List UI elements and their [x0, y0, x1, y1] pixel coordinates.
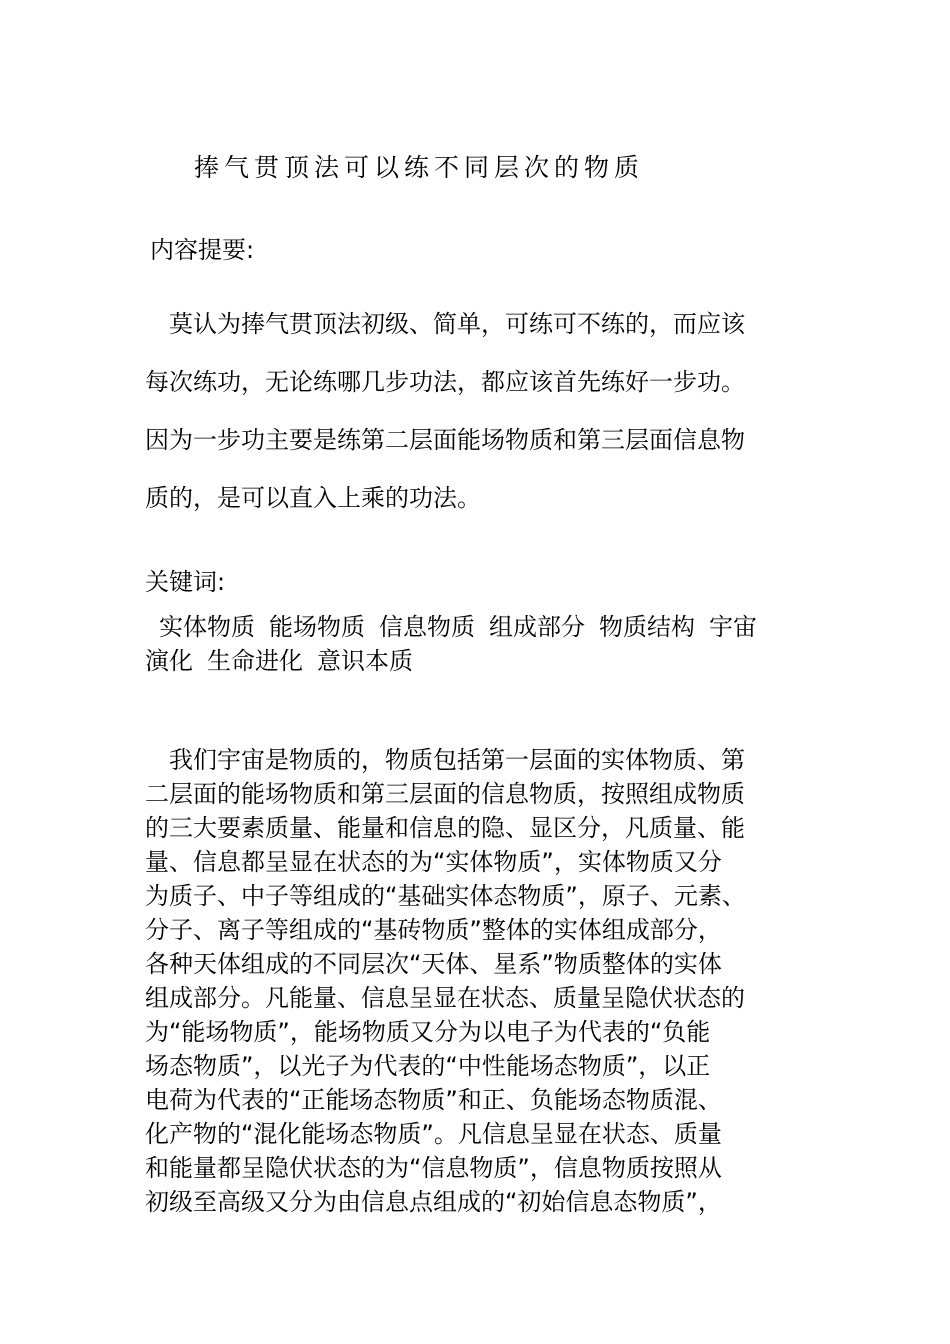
keywords-block — [145, 610, 815, 678]
keyword: 物质结构 — [599, 613, 695, 641]
abstract-line: 每次练功，无论练哪几步功法，都应该首先练好一步功。 — [145, 368, 745, 396]
body-line: 分子、离子等组成的“基砖物质”整体的实体组成部分， — [145, 916, 722, 944]
body-paragraph — [145, 743, 815, 1219]
body-line: 初级至高级又分为由信息点组成的“初始信息态物质”， — [145, 1188, 722, 1216]
body-line: 化产物的“混化能场态物质”。凡信息呈显在状态、质量 — [145, 1120, 722, 1148]
keyword: 演化 — [145, 647, 193, 675]
abstract-line: 质的，是可以直入上乘的功法。 — [145, 484, 481, 512]
document-title: 捧气贯顶法可以练不同层次的物质 — [194, 153, 645, 182]
body-line: 组成部分。凡能量、信息呈显在状态、质量呈隐伏状态的 — [145, 984, 745, 1012]
keywords-label: 关键词: — [145, 568, 226, 596]
body-line: 场态物质”，以光子为代表的“中性能场态物质”，以正 — [145, 1052, 711, 1080]
keyword: 组成部分 — [489, 613, 585, 641]
body-line: 和能量都呈隐伏状态的为“信息物质”，信息物质按照从 — [145, 1154, 722, 1182]
keyword: 实体物质 — [159, 613, 255, 641]
body-line: 的三大要素质量、能量和信息的隐、显区分，凡质量、能 — [145, 814, 745, 842]
body-line: 我们宇宙是物质的，物质包括第一层面的实体物质、第 — [169, 746, 745, 774]
body-line: 各种天体组成的不同层次“天体、星系”物质整体的实体 — [145, 950, 722, 978]
keyword: 生命进化 — [207, 647, 303, 675]
keyword: 信息物质 — [379, 613, 475, 641]
body-line: 二层面的能场物质和第三层面的信息物质，按照组成物质 — [145, 780, 745, 808]
keywords-line — [145, 610, 815, 644]
body-line: 电荷为代表的“正能场态物质”和正、负能场态物质混、 — [145, 1086, 722, 1114]
keyword: 宇宙 — [709, 613, 757, 641]
abstract-line: 莫认为捧气贯顶法初级、简单，可练可不练的，而应该 — [169, 310, 745, 338]
keyword: 能场物质 — [269, 613, 365, 641]
summary-label: 内容提要: — [150, 236, 255, 264]
keywords-line — [145, 644, 815, 678]
body-line: 为“能场物质”，能场物质又分为以电子为代表的“负能 — [145, 1018, 711, 1046]
abstract-line: 因为一步功主要是练第二层面能场物质和第三层面信息物 — [145, 426, 745, 454]
keyword: 意识本质 — [317, 647, 413, 675]
abstract-block — [145, 303, 805, 535]
body-line: 量、信息都呈显在状态的为“实体物质”，实体物质又分 — [145, 848, 722, 876]
body-line: 为质子、中子等组成的“基础实体态物质”，原子、元素、 — [145, 882, 746, 910]
